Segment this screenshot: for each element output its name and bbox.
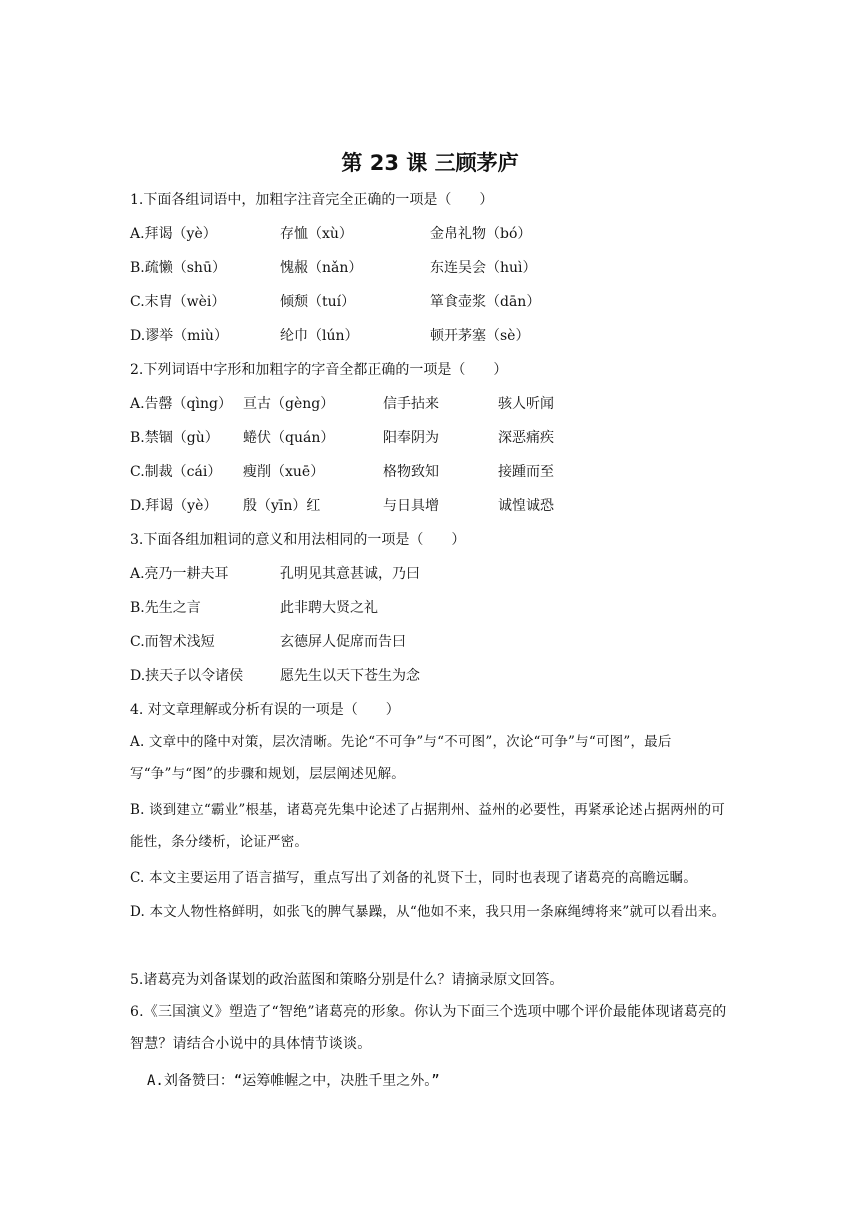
q3-a-2: 孔明见其意甚诚，乃曰 [280,566,420,582]
q2-a-2: 亘古（gèng） [243,396,335,412]
q2-c-4: 接踵而至 [498,464,554,480]
q2-a-3: 信手拈来 [383,396,439,412]
q6-stem: 6.《三国演义》塑造了“智绝”诸葛亮的形象。你认为下面三个选项中哪个评价最能体现诸葛亮的智慧？请结合小说中的具体情节谈谈。 [130,1004,727,1052]
q2-b-4: 深恶痛疾 [498,430,554,446]
q1-c-2: 倾颓（tuí） [280,294,356,310]
q3-b-2: 此非聘大贤之礼 [280,600,378,616]
q1-stem: 1.下面各组词语中，加粗字注音完全正确的一项是（ ） [130,192,494,208]
q1-c-1: C.末胄（wèi） [130,294,226,310]
q2-c-3: 格物致知 [383,464,439,480]
q2-b-2: 蜷伏（quán） [243,430,335,446]
q3-stem: 3.下面各组加粗词的意义和用法相同的一项是（ ） [130,532,466,548]
q2-d-4: 诚惶诚恐 [498,498,554,514]
q6-option-a: A.刘备赞曰：“运筹帷幄之中，决胜千里之外。” [147,1073,440,1089]
q2-d-1: D.拜谒（yè） [130,498,218,514]
q2-b-1: B.禁锢（gù） [130,430,219,446]
q1-a-3: 金帛礼物（bó） [430,226,532,242]
q2-d-3: 与日具增 [383,498,439,514]
q1-a-2: 存恤（xù） [280,226,353,242]
q5-stem: 5.诸葛亮为刘备谋划的政治蓝图和策略分别是什么？请摘录原文回答。 [130,972,564,988]
q1-d-3: 顿开茅塞（sè） [430,328,530,344]
q2-stem: 2.下列词语中字形和加粗字的字音全都正确的一项是（ ） [130,362,508,378]
q2-a-4: 骇人听闻 [498,396,554,412]
q1-d-2: 纶巾（lún） [280,328,359,344]
q1-a-1: A.拜谒（yè） [130,226,217,242]
q2-c-1: C.制裁（cái） [130,464,222,480]
q1-c-3: 箪食壶浆（dān） [430,294,541,310]
q3-a-1: A.亮乃一耕夫耳 [130,566,229,582]
lesson-title: 第 23 课 三顾茅庐 [341,151,519,175]
q4-option-d: D. 本文人物性格鲜明，如张飞的脾气暴躁，从“他如不来，我只用一条麻绳缚将来”就可以看出来。 [130,904,726,920]
q2-b-3: 阳奉阴为 [383,430,439,446]
q4-option-c: C. 本文主要运用了语言描写，重点写出了刘备的礼贤下士，同时也表现了诸葛亮的高瞻远瞩。 [130,870,698,886]
q3-c-1: C.而智术浅短 [130,634,215,650]
q3-b-1: B.先生之言 [130,600,201,616]
q1-b-2: 愧赧（nǎn） [280,260,363,276]
q1-b-3: 东连吴会（huì） [430,260,537,276]
q4-stem: 4. 对文章理解或分析有误的一项是（ ） [130,702,400,718]
q1-b-1: B.疏懒（shū） [130,260,226,276]
q2-a-1: A.告罄（qìng） [130,396,232,412]
q4-option-b: B. 谈到建立“霸业”根基，诸葛亮先集中论述了占据荆州、益州的必要性，再紧承论述占据两州的可能性，条分缕析，论证严密。 [130,802,726,850]
q4-option-a: A. 文章中的隆中对策，层次清晰。先论“不可争”与“不可图”，次论“可争”与“可图”，最后写“争”与“图”的步骤和规划，层层阐述见解。 [130,734,672,782]
q2-d-2: 殷（yīn）红 [243,498,321,514]
q3-d-1: D.挟天子以令诸侯 [130,668,244,684]
q3-d-2: 愿先生以天下苍生为念 [280,668,420,684]
q1-d-1: D.谬举（miù） [130,328,228,344]
q2-c-2: 瘦削（xuē） [243,464,325,480]
q3-c-2: 玄德屏人促席而告曰 [280,634,406,650]
